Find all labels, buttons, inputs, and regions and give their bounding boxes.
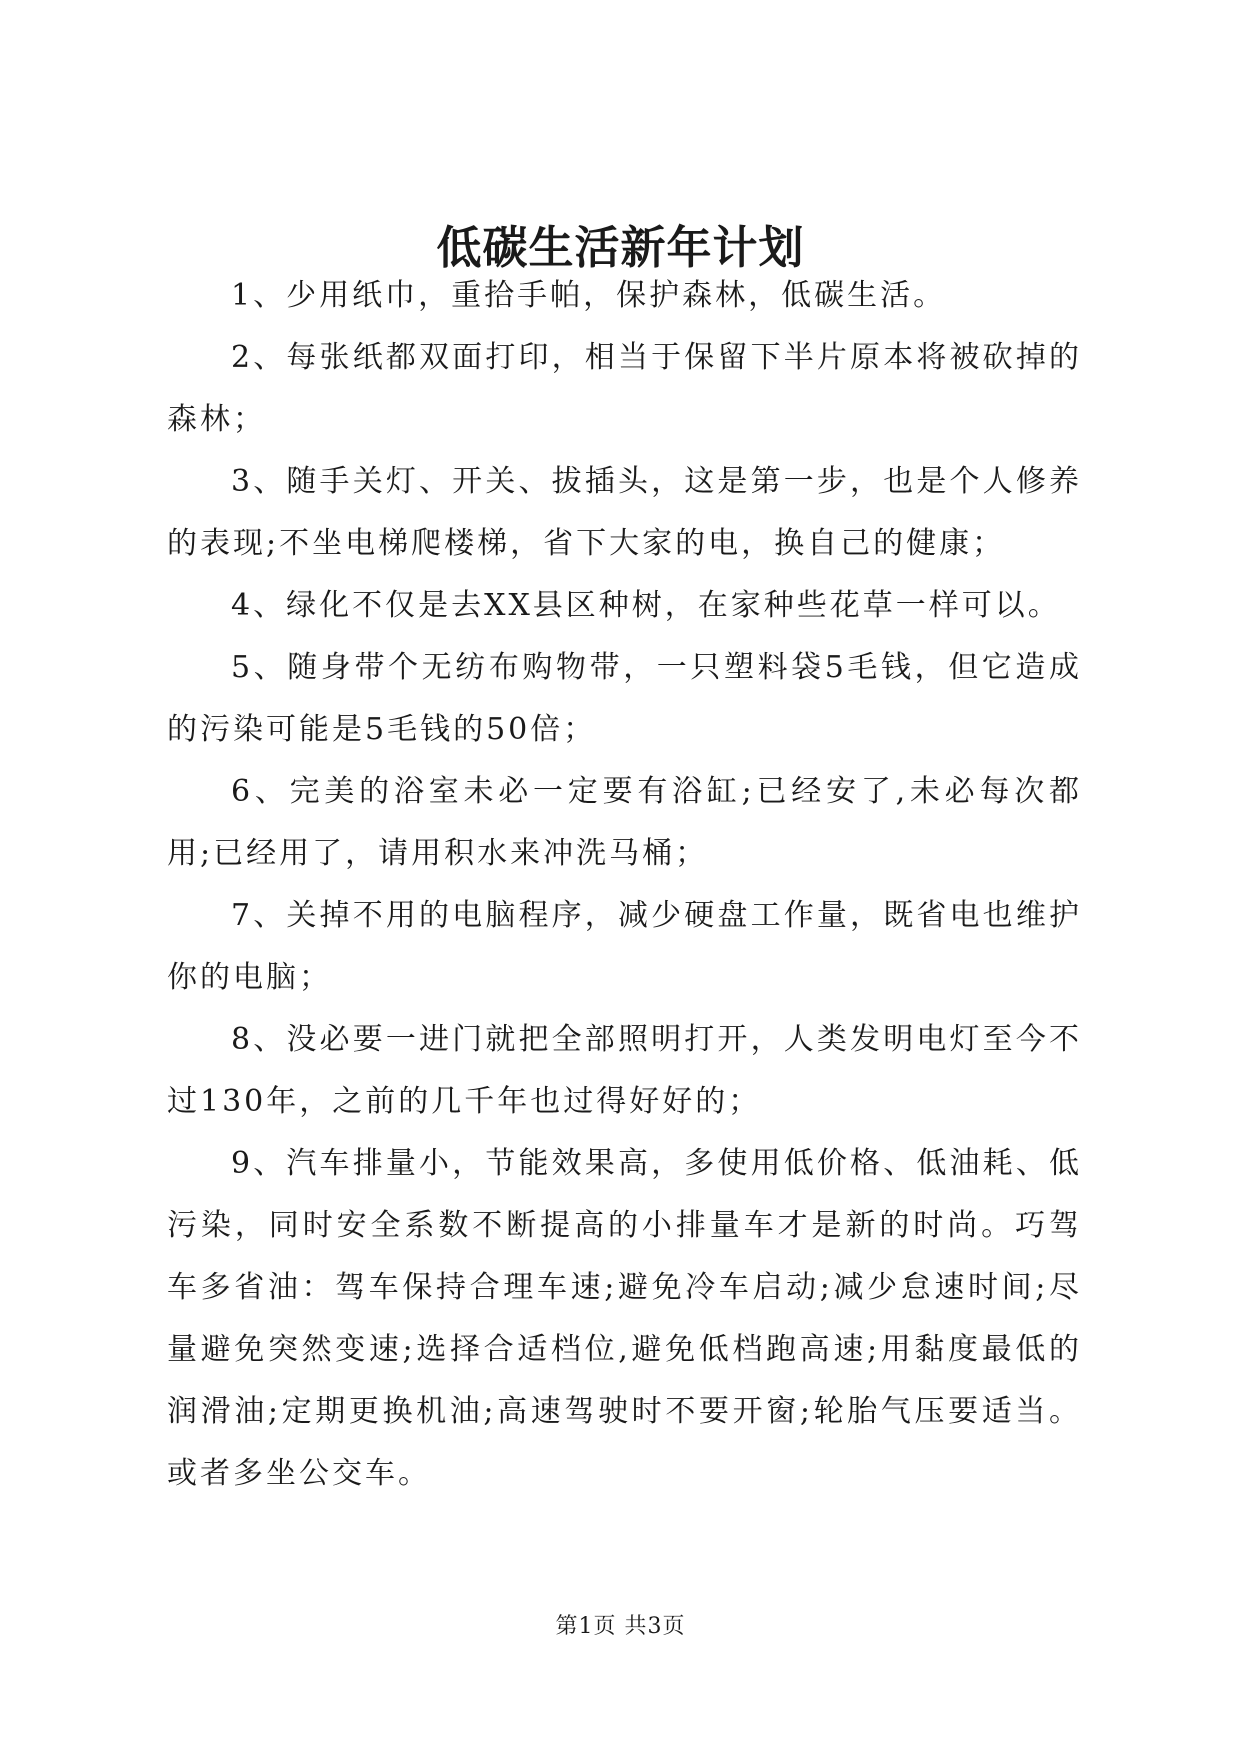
paragraph-1: 1、少用纸巾，重拾手帕，保护森林，低碳生活。 [231,278,947,313]
paragraph-8: 8、没必要一进门就把全部照明打开，人类发明电灯至今不过130年，之前的几千年也过得好好的； [167,1022,1082,1119]
document-title: 低碳生活新年计划 [436,221,805,274]
paragraph-3: 3、随手关灯、开关、拔插头，这是第一步，也是个人修养的表现;不坐电梯爬楼梯，省下大家的电，换自己的健康； [167,464,1082,561]
paragraph-4: 4、绿化不仅是去XX县区种树，在家种些花草一样可以。 [231,588,1061,623]
paragraph-9: 9、汽车排量小，节能效果高，多使用低价格、低油耗、低污染，同时安全系数不断提高的小排量车才是新的时尚。巧驾车多省油：驾车保持合理车速;避免冷车启动;减少怠速时间;尽量避免突然变速;选择合适档位,避免低档跑高速;用黏度最低的润滑油;定期更换机油;高速驾驶时不要开窗;轮胎气压要适当。或者多坐公交车。 [167,1146,1082,1491]
document-body [167,265,1082,1505]
paragraph-2: 2、每张纸都双面打印，相当于保留下半片原本将被砍掉的森林； [167,340,1082,437]
page-footer: 第1页 共3页 [555,1614,686,1639]
paragraph-6: 6、完美的浴室未必一定要有浴缸;已经安了,未必每次都用;已经用了，请用积水来冲洗马桶； [167,774,1082,871]
paragraph-7: 7、关掉不用的电脑程序，减少硬盘工作量，既省电也维护你的电脑； [167,898,1082,995]
paragraph-5: 5、随身带个无纺布购物带，一只塑料袋5毛钱，但它造成的污染可能是5毛钱的50倍； [167,650,1082,747]
